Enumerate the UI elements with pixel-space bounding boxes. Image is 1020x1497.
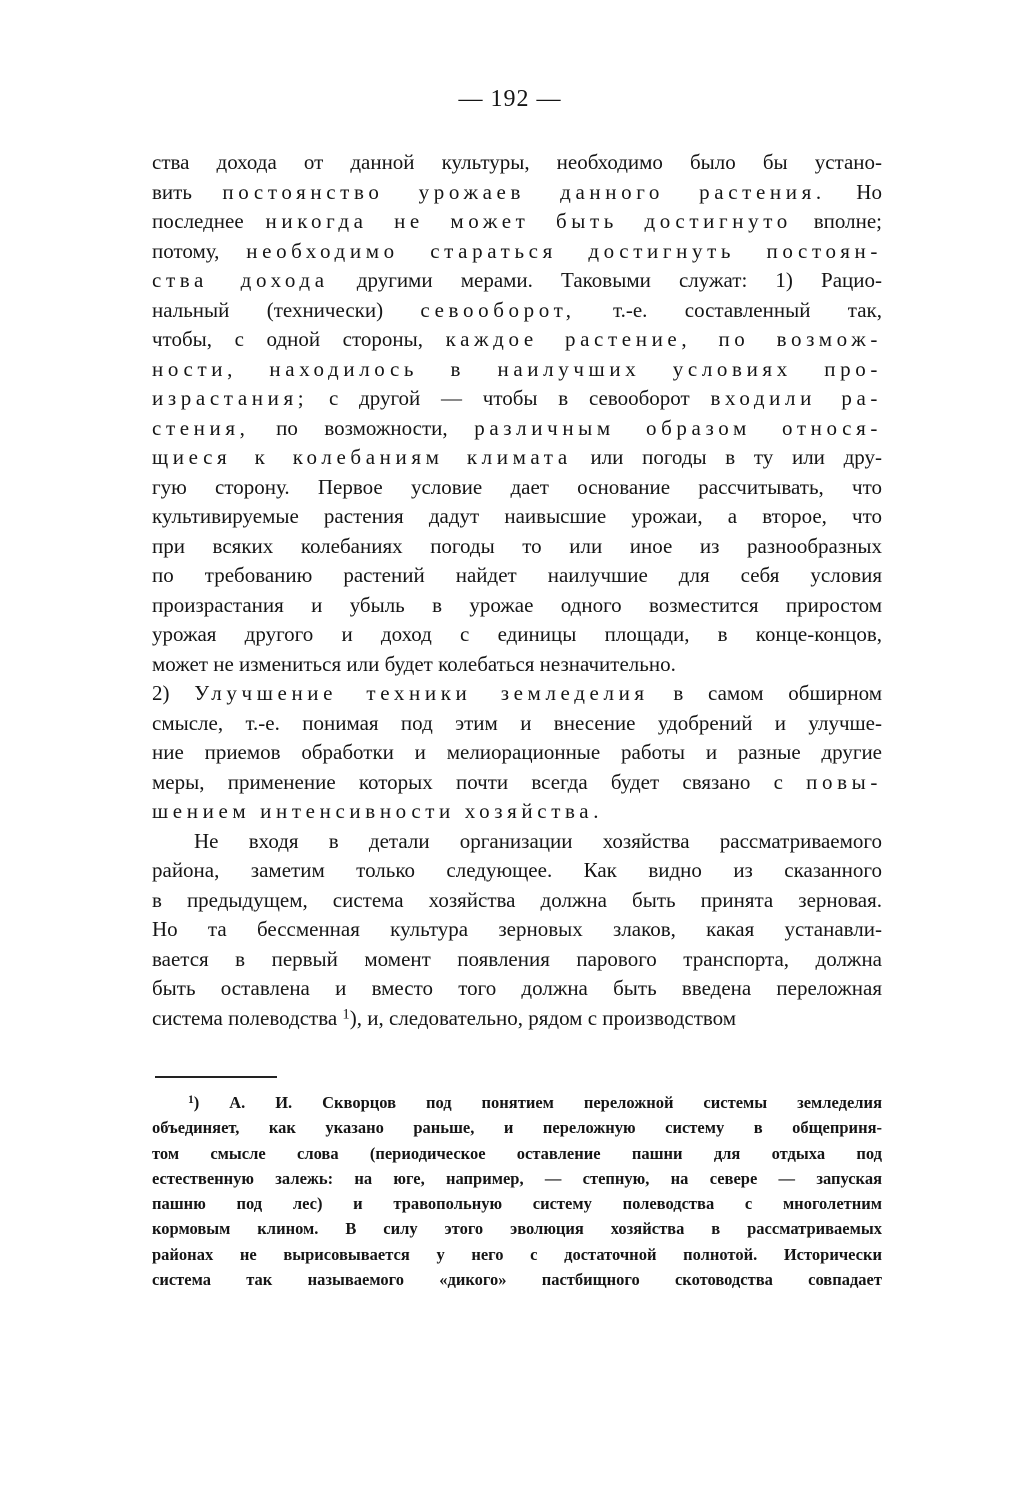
- spaced-emphasis: израстания;: [152, 386, 309, 410]
- text-run: смысле, т.-е. понимая под этим и внесение удобрений и улучше-: [152, 710, 882, 735]
- body-line: [152, 237, 882, 267]
- text-run: т.-е. составленный так,: [575, 297, 882, 322]
- footnote-line: [152, 1242, 882, 1267]
- body-line: [152, 207, 882, 237]
- text-run: или погоды в ту или дру-: [571, 445, 882, 469]
- text-run: естественную залежь: на юге, например, — степную, на севере — запуская: [152, 1168, 882, 1188]
- text-run: меры, применение которых почти всегда будет связано с: [152, 769, 807, 794]
- body-line: [152, 856, 882, 886]
- text-run: ние приемов обработки и мелиорационные работы и разные другие: [152, 740, 882, 764]
- text-run: потому,: [152, 238, 247, 263]
- body-line: [152, 502, 882, 532]
- spaced-emphasis: повы-: [806, 769, 882, 794]
- footnote-line: [152, 1166, 882, 1191]
- body-line: [152, 325, 882, 355]
- spaced-emphasis: шением интенсивности хозяйства.: [152, 799, 604, 823]
- text-run: система так называемого «дикого» пастбищного скотоводства совпадает: [152, 1270, 882, 1290]
- spaced-emphasis: каждое растение, по возмож-: [445, 327, 882, 351]
- text-run: Не входя в детали организации хозяйства рассматриваемого: [194, 828, 882, 853]
- text-run: быть оставлена и вместо того должна быть введена переложная: [152, 976, 882, 1000]
- text-run: культивируемые растения дадут наивысшие урожаи, а второе, что: [152, 504, 882, 528]
- text-run: ства дохода от данной культуры, необходимо было бы устано-: [152, 150, 882, 174]
- text-run: вполне;: [791, 209, 882, 233]
- footnote-separator: [155, 1076, 277, 1078]
- spaced-emphasis: стения,: [152, 415, 250, 440]
- body-line: [152, 473, 882, 503]
- body-line: [152, 650, 882, 680]
- body-line: [152, 561, 882, 591]
- footnote-line: [152, 1191, 882, 1216]
- text-run: другими мерами. Таковыми служат: 1) Рацио-: [328, 268, 882, 292]
- text-run: районах не вырисовывается у него с достаточной полнотой. Исторически: [152, 1244, 882, 1264]
- body-line: [152, 532, 882, 562]
- body-line: [152, 974, 882, 1004]
- spaced-emphasis: ности, находилось в наилучших условиях про-: [152, 356, 882, 381]
- body-line: [152, 915, 882, 945]
- text-run: с другой — чтобы в севооборот: [308, 386, 711, 410]
- body-line: [152, 591, 882, 621]
- footnote-line: [152, 1141, 882, 1166]
- text-run: пашню под лес) и травопольную систему полеводства с многолетним: [152, 1194, 882, 1214]
- text-run: нальный (технически): [152, 297, 421, 322]
- footnote-marker: 1: [342, 1005, 350, 1022]
- text-run: при всяких колебаниях погоды то или иное из разнообразных: [152, 533, 882, 558]
- text-run: Но та бессменная культура зерновых злаков, какая устанавли-: [152, 917, 882, 941]
- text-run: в самом обширном: [648, 681, 882, 705]
- footnote-block: [152, 1090, 882, 1292]
- spaced-emphasis: севооборот,: [420, 297, 576, 322]
- spaced-emphasis: никогда не может быть достигнуто: [265, 209, 792, 233]
- text-run: чтобы, с одной стороны,: [152, 327, 446, 351]
- footnote-line: [152, 1115, 882, 1140]
- text-run: объединяет, как указано раньше, и переложную систему в общеприня-: [152, 1118, 882, 1138]
- body-line: [152, 384, 882, 414]
- body-line: [152, 827, 882, 857]
- body-line: [152, 945, 882, 975]
- spaced-emphasis: различным образом относя-: [474, 415, 882, 440]
- spaced-emphasis: щиеся к колебаниям климата: [152, 445, 572, 469]
- body-line: [152, 709, 882, 739]
- text-run: может не измениться или будет колебаться незначительно.: [152, 651, 676, 676]
- text-run: вается в первый момент появления парового транспорта, должна: [152, 946, 882, 971]
- body-line: [152, 355, 882, 385]
- body-line: [152, 768, 882, 798]
- text-run: урожая другого и доход с единицы площади, в конце-концов,: [152, 622, 882, 646]
- text-run: по возможности,: [249, 415, 475, 440]
- text-run: вить: [152, 179, 223, 204]
- body-line: [152, 266, 882, 296]
- body-line: [152, 148, 882, 178]
- footnote-marker: 1: [188, 1093, 194, 1106]
- text-run: последнее: [152, 209, 266, 233]
- main-text: [152, 148, 882, 1033]
- spaced-emphasis: входили ра-: [710, 386, 882, 410]
- text-run: 2): [152, 681, 195, 705]
- spaced-emphasis: Улучшение техники земледелия: [194, 681, 649, 705]
- text-run: по требованию растений найдет наилучшие для себя условия: [152, 563, 882, 587]
- text-run: система полеводства: [152, 1005, 343, 1030]
- text-run: гую сторону. Первое условие дает основание рассчитывать, что: [152, 474, 882, 499]
- footnote-line: [152, 1090, 882, 1115]
- text-run: том смысле слова (периодическое оставление пашни для отдыха под: [152, 1143, 882, 1163]
- text-run: в предыдущем, система хозяйства должна быть принята зерновая.: [152, 887, 882, 912]
- body-line: [152, 679, 882, 709]
- body-line: [152, 886, 882, 916]
- body-line: [152, 178, 882, 208]
- body-line: [152, 296, 882, 326]
- body-line: [152, 797, 882, 827]
- body-line: [152, 414, 882, 444]
- footnote-line: [152, 1216, 882, 1241]
- text-run: ) А. И. Скворцов под понятием переложной системы земледелия: [193, 1093, 882, 1112]
- spaced-emphasis: ства дохода: [152, 268, 329, 292]
- page-number: — 192 —: [458, 86, 562, 112]
- text-run: произрастания и убыль в урожае одного возместится приростом: [152, 592, 882, 617]
- text-run: кормовым клином. В силу этого эволюция хозяйства в рассматриваемых: [152, 1219, 882, 1239]
- footnote-line: [152, 1267, 882, 1292]
- text-run: Но: [825, 179, 882, 204]
- body-line: [152, 738, 882, 768]
- text-run: района, заметим только следующее. Как видно из сказанного: [152, 858, 882, 882]
- text-run: ), и, следовательно, рядом с производством: [349, 1005, 737, 1030]
- body-line: [152, 443, 882, 473]
- spaced-emphasis: необходимо стараться достигнуть постоян-: [246, 238, 882, 263]
- spaced-emphasis: постоянство урожаев данного растения.: [222, 179, 826, 204]
- body-line: [152, 1004, 882, 1034]
- body-line: [152, 620, 882, 650]
